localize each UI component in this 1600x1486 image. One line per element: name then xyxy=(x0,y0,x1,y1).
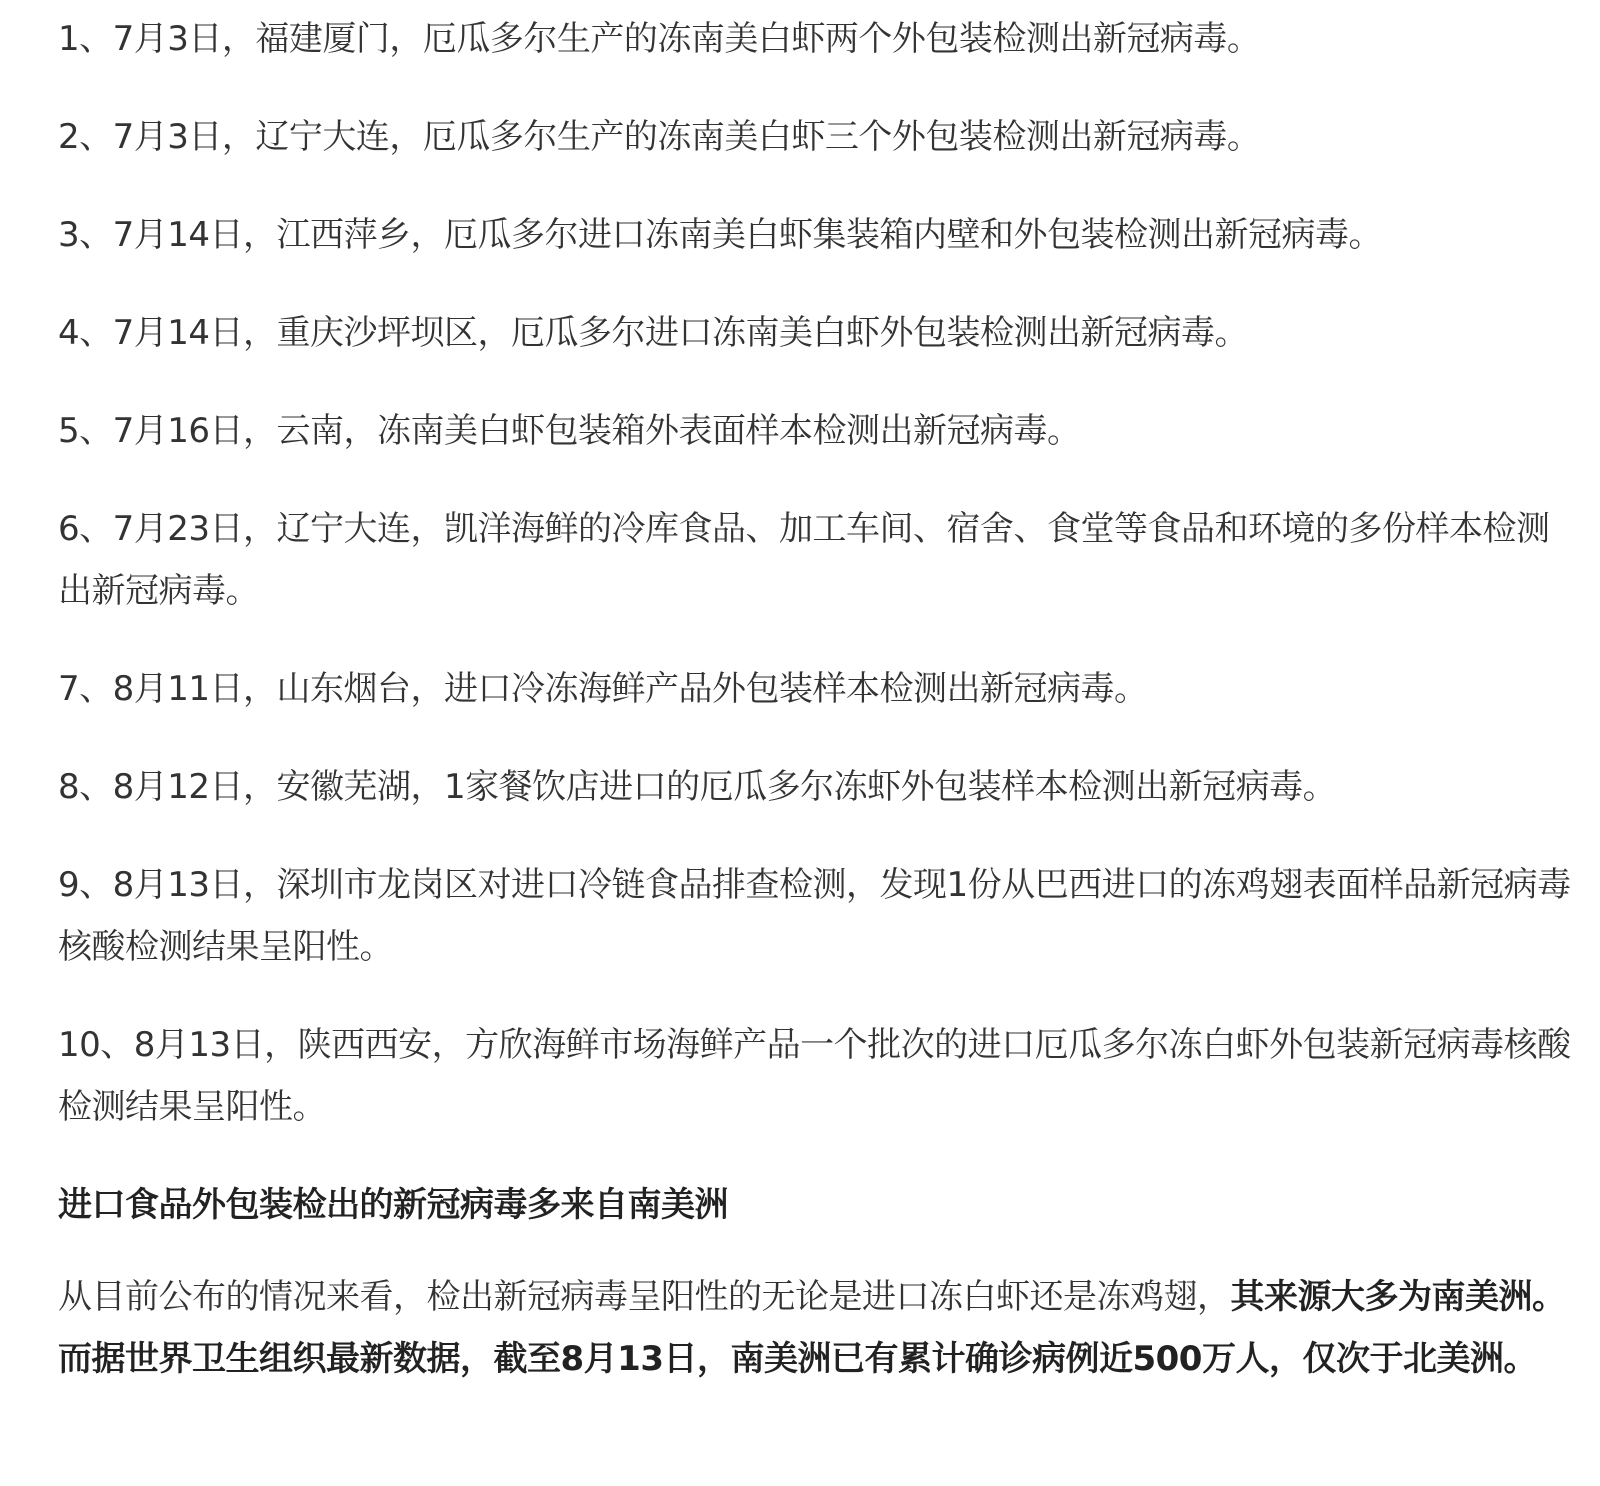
list-item: 7、8月11日，山东烟台，进口冷冻海鲜产品外包装样本检测出新冠病毒。 xyxy=(58,669,1148,709)
list-item: 5、7月16日，云南，冻南美白虾包装箱外表面样本检测出新冠病毒。 xyxy=(58,411,1081,451)
summary-normal-text: 从目前公布的情况来看，检出新冠病毒呈阳性的无论是进口冻白虾还是冻鸡翅， xyxy=(58,1277,1231,1317)
list-item: 8、8月12日，安徽芜湖，1家餐饮店进口的厄瓜多尔冻虾外包装样本检测出新冠病毒。 xyxy=(58,767,1337,807)
list-item: 3、7月14日，江西萍乡，厄瓜多尔进口冻南美白虾集装箱内壁和外包装检测出新冠病毒。 xyxy=(58,215,1383,255)
section-heading: 进口食品外包装检出的新冠病毒多来自南美洲 xyxy=(58,1185,728,1225)
summary-bold-text: 其来源大多为南美洲。而据世界卫生组织最新数据，截至8月13日，南美洲已有累计确诊病例近500万人，仅次于北美洲。 xyxy=(58,1277,1566,1379)
article-body xyxy=(58,8,1578,1390)
list-item: 10、8月13日，陕西西安，方欣海鲜市场海鲜产品一个批次的进口厄瓜多尔冻白虾外包装新冠病毒核酸检测结果呈阳性。 xyxy=(58,1025,1571,1127)
list-item: 6、7月23日，辽宁大连，凯洋海鲜的冷库食品、加工车间、宿舍、食堂等食品和环境的多份样本检测出新冠病毒。 xyxy=(58,509,1550,611)
summary-paragraph xyxy=(58,1266,1578,1390)
list-item: 1、7月3日，福建厦门，厄瓜多尔生产的冻南美白虾两个外包装检测出新冠病毒。 xyxy=(58,19,1261,59)
list-item: 4、7月14日，重庆沙坪坝区，厄瓜多尔进口冻南美白虾外包装检测出新冠病毒。 xyxy=(58,313,1249,353)
list-item: 9、8月13日，深圳市龙岗区对进口冷链食品排查检测，发现1份从巴西进口的冻鸡翅表面样品新冠病毒核酸检测结果呈阳性。 xyxy=(58,865,1571,967)
list-item: 2、7月3日，辽宁大连，厄瓜多尔生产的冻南美白虾三个外包装检测出新冠病毒。 xyxy=(58,117,1261,157)
